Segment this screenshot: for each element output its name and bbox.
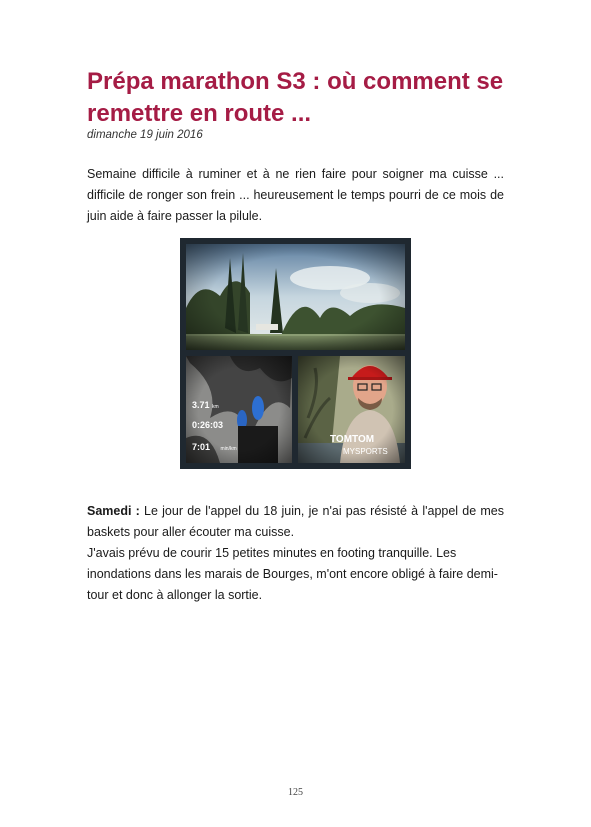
stat-distance: 3.71 (192, 400, 210, 410)
page-number: 125 (288, 787, 303, 798)
saturday-text: Le jour de l'appel du 18 juin, je n'ai pas résisté à l'appel de mes baskets pour aller écouter ma cuisse. (87, 504, 505, 539)
mysports-label: MYSPORTS (343, 447, 388, 456)
running-shoes-photo (186, 356, 292, 463)
article-title: Prépa marathon S3 : où comment se remettre en route ... (87, 68, 504, 127)
stat-pace: 7:01 (192, 442, 211, 452)
photo-collage (180, 238, 411, 469)
saturday-label: Samedi : (87, 504, 140, 518)
selfie-photo (298, 356, 405, 463)
stat-time: 0:26:03 (192, 420, 224, 430)
followup-paragraph: J'avais prévu de courir 15 petites minutes en footing tranquille. Les inondations dans les marais de Bourges, m'ont encore obligé à faire demi-tour et donc à allonger la sortie. (87, 546, 498, 602)
stat-distance-unit: km (212, 404, 219, 410)
stat-pace-unit: min/km (220, 446, 237, 452)
tomtom-brand: TOMTOM (330, 434, 375, 445)
article-date: dimanche 19 juin 2016 (87, 129, 203, 141)
intro-paragraph: Semaine difficile à ruminer et à ne rien faire pour soigner ma cuisse ... difficile de ronger son frein ... heureusement le temps pourri de ce mois de juin aide à faire passer la pilule. (87, 167, 504, 223)
saturday-paragraph (87, 501, 504, 543)
river-landscape-photo (186, 244, 405, 350)
